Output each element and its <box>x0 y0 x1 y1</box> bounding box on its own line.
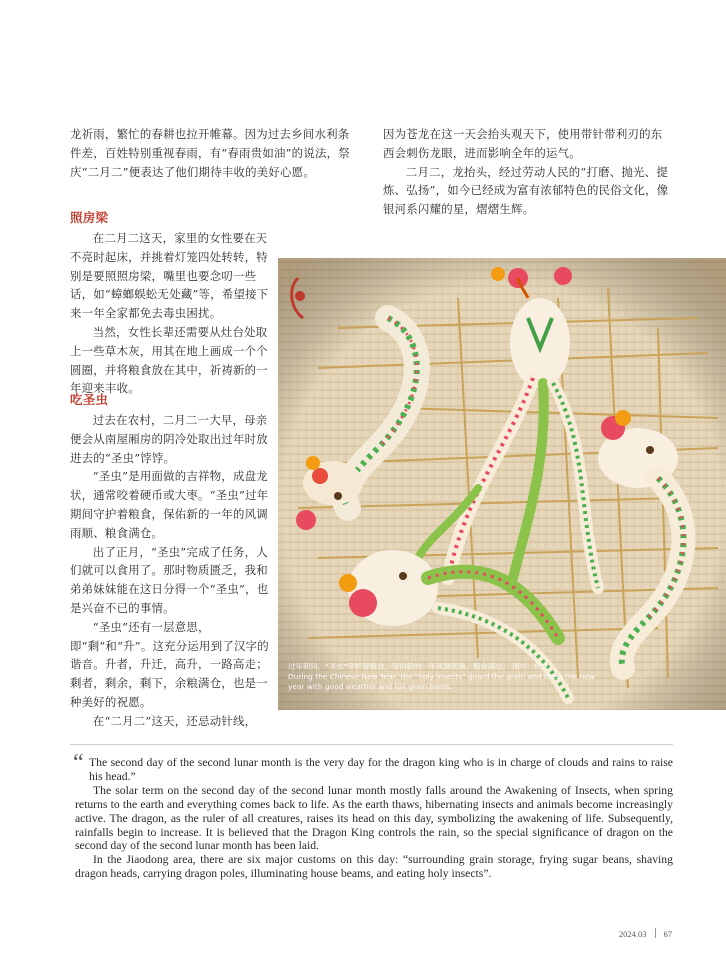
section-heading-zhao-fangliang: 照房梁 <box>70 210 109 225</box>
english-paragraph: In the Jiaodong area, there are six major customs on this day: “surrounding grain storage, frying sugar beans, shaving dragon heads, carrying dragon poles, illuminating house beams, and eating holy insects”. <box>75 853 673 881</box>
page-footer <box>619 928 672 939</box>
paragraph: 二月二，龙抬头，经过劳动人民的“打磨、抛光、提炼、弘扬”，如今已经成为富有浓郁特色的民俗文化，像银河系闪耀的星，熠熠生辉。 <box>383 164 669 217</box>
right-column <box>383 125 673 219</box>
section-zhao-fangliang <box>70 196 275 398</box>
section-divider <box>70 744 673 745</box>
paragraph: “圣虫”是用面做的吉祥物，成盘龙状，通常咬着硬币或大枣。“圣虫”过年期间守护着粮食，保佑新的一年的风调雨顺、粮食满仓。 <box>70 469 269 540</box>
paragraph: 龙祈雨，繁忙的春耕也拉开帷幕。因为过去乡间水利条件差，百姓特别重视春雨，有“春雨贵如油”的说法，祭庆“二月二”便表达了他们期待丰收的美好心愿。 <box>70 127 350 179</box>
quote-mark-icon: “ <box>73 750 84 776</box>
english-quote <box>73 750 673 784</box>
photo-caption-cn: 过年期间，“圣虫”守护着粮食，保佑新的一年风调雨顺、粮食满仓。 图片：纪文 <box>288 662 550 671</box>
section-chi-shengchong <box>70 378 275 731</box>
english-paragraph: The solar term on the second day of the second lunar month mostly falls around the Awakening of Insects, when spring returns to the earth and everything comes back to life. As the earth thaws, hibernating insects and animals become increasingly active. The dragon, as the ruler of all creatures, raises its head on this day, symbolizing the awakening of life. Subsequently, rainfalls begin to increase. It is believed that the Dragon King controls the rain, so the special significance of dragon on the second day of the second lunar month has been laid. <box>75 783 673 853</box>
footer-separator <box>655 928 656 938</box>
paragraph: 当然，女性长辈还需要从灶台处取上一些草木灰，用其在地上画成一个个圆圈，并将粮食放在其中，祈祷新的一年迎来丰收。 <box>70 324 268 396</box>
paragraph: 过去在农村，二月二一大早，母亲便会从南屋厢房的阴冷处取出过年时放进去的“圣虫”饽饽。 <box>70 413 268 465</box>
paragraph: 因为苍龙在这一天会抬头观天下，使用带针带利刃的东西会刺伤龙眼，进而影响全年的运气。 <box>383 127 663 160</box>
english-quote-text: The second day of the second lunar month is the very day for the dragon king who is in charge of clouds and rains to raise his head.” <box>89 756 673 783</box>
english-summary <box>73 750 673 881</box>
photo-caption-en: During the Chinese New Year, the "holy insects" guard the grain and bless the new year with good weather and full grain barns. <box>288 672 595 691</box>
dough-figures-illustration <box>278 258 726 710</box>
issue-number: 2024.03 <box>618 929 647 939</box>
paragraph: 出了正月，“圣虫”完成了任务，人们就可以食用了。那时物质匮乏，我和弟弟妹妹能在这日分得一个“圣虫”，也是兴奋不已的事情。 <box>70 544 269 615</box>
paragraph: “圣虫”还有一层意思，即“剩”和“升”。这充分运用到了汉字的谐音。升者，升迁，高升，一路高走；剩者，剩余，剩下，余粮满仓，也是一种美好的祝愿。 <box>70 619 269 709</box>
photo-caption <box>288 662 608 692</box>
page-number: 67 <box>663 929 672 939</box>
left-column-top <box>70 125 360 181</box>
paragraph: 在“二月二”这天，还忌动针线， <box>92 713 257 728</box>
holy-insects-photo <box>278 258 726 710</box>
section-heading-chi-shengchong: 吃圣虫 <box>70 392 109 407</box>
paragraph: 在二月二这天，家里的女性要在天不亮时起床，并挑着灯笼四处转转，特别是要照照房梁，嘴里也要念叨一些话，如“蟑螂蜈蚣无处藏”等，希望接下来一年全家都免去毒虫困扰。 <box>70 231 269 321</box>
